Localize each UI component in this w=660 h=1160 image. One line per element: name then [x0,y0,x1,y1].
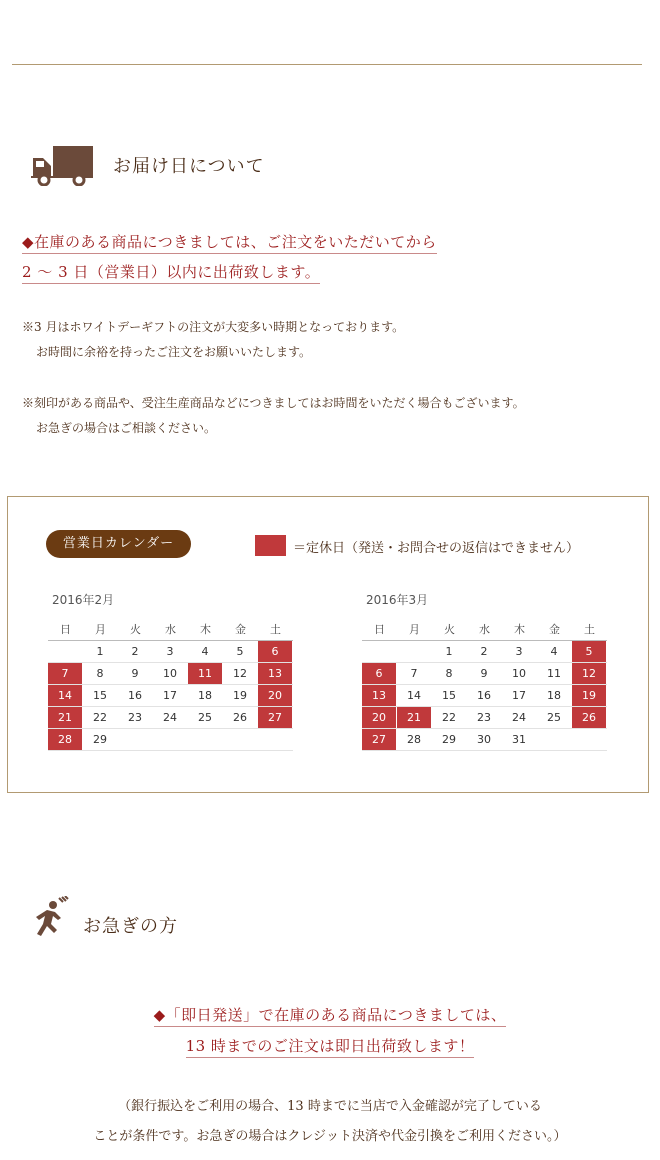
weekday-label: 火 [130,623,141,636]
calendar-day-holiday: 21 [397,707,432,728]
calendar-day-holiday: 11 [188,663,223,684]
calendar-day: 16 [128,689,142,702]
calendar-day: 3 [515,645,523,658]
calendar-day-holiday: 20 [362,707,397,728]
delivery-note2-line1: ※刻印がある商品や、受注生産商品などにつきましてはお時間をいただく場合もございます。 [22,396,525,410]
calendar-day: 4 [201,645,209,658]
calendar-day [397,641,432,662]
calendar-day-holiday: 19 [572,685,607,706]
weekday-label: 土 [270,623,281,636]
calendar-day [572,729,607,750]
calendar-day: 22 [442,711,456,724]
calendar-day: 30 [477,733,491,746]
calendar-day: 9 [480,667,488,680]
calendar-day: 19 [233,689,247,702]
urgent-note-line2: ことが条件です。お急ぎの場合はクレジット決済や代金引換をご利用ください。） [93,1129,567,1144]
calendar-day-holiday: 28 [48,729,83,750]
business-calendar-badge: 営業日カレンダー [46,530,191,558]
weekday-label: 金 [235,623,246,636]
calendar-day: 1 [445,645,453,658]
calendar-day: 3 [166,645,174,658]
calendar-day-holiday: 21 [48,707,83,728]
calendar-day: 8 [445,667,453,680]
calendar-day [188,729,223,750]
calendar-day: 31 [512,733,526,746]
calendar-day: 1 [96,645,104,658]
calendar-day [537,729,572,750]
calendar-week-row [362,663,607,685]
calendar-week-row [48,641,293,663]
calendar-march [362,620,607,751]
calendar-day: 2 [131,645,139,658]
calendar-week-row [48,685,293,707]
calendar-month-title: 2016年2月 [52,593,115,607]
calendar-day: 11 [547,667,561,680]
weekday-label: 土 [584,623,595,636]
delivery-section-title: お届け日について [113,156,265,177]
calendar-day: 17 [512,689,526,702]
weekday-label: 月 [95,623,106,636]
calendar-day-holiday: 26 [572,707,607,728]
calendar-day: 22 [93,711,107,724]
delivery-lead-line1: ◆在庫のある商品につきましては、ご注文をいただいてから [22,232,437,254]
weekday-label: 火 [444,623,455,636]
calendar-day [153,729,188,750]
calendar-day: 25 [198,711,212,724]
calendar-week-row [362,685,607,707]
calendar-week-row [48,729,293,751]
calendar-month-title: 2016年3月 [366,593,429,607]
calendar-day-holiday: 27 [362,729,397,750]
weekday-label: 木 [514,623,525,636]
calendar-day-holiday: 13 [258,663,293,684]
calendar-day-holiday: 12 [572,663,607,684]
urgent-section-title: お急ぎの方 [83,916,178,937]
calendar-day: 29 [442,733,456,746]
weekday-label: 日 [60,623,71,636]
calendar-day: 25 [547,711,561,724]
calendar-day-holiday: 20 [258,685,293,706]
holiday-legend-swatch [255,535,286,556]
truck-icon [31,146,93,186]
calendar-week-row [362,641,607,663]
calendar-day: 14 [407,689,421,702]
calendar-day: 12 [233,667,247,680]
weekday-label: 月 [409,623,420,636]
delivery-note2-line2: お急ぎの場合はご相談ください。 [36,421,217,435]
delivery-lead-line2: 2 ～ 3 日（営業日）以内に出荷致します。 [22,262,320,284]
weekday-label: 水 [479,623,490,636]
calendar-day-holiday: 5 [572,641,607,662]
weekday-label: 水 [165,623,176,636]
calendar-day: 24 [163,711,177,724]
calendar-day [223,729,258,750]
calendar-day: 15 [93,689,107,702]
calendar-day [48,641,83,662]
calendar-day: 17 [163,689,177,702]
weekday-label: 金 [549,623,560,636]
calendar-day: 4 [550,645,558,658]
calendar-day: 9 [131,667,139,680]
calendar-day: 23 [477,711,491,724]
calendar-day: 18 [547,689,561,702]
urgent-note-line1: （銀行振込をご利用の場合、13 時までに当店で入金確認が完了している [118,1099,542,1114]
calendar-day-holiday: 14 [48,685,83,706]
calendar-day [258,729,293,750]
calendar-day-holiday: 13 [362,685,397,706]
calendar-day-holiday: 27 [258,707,293,728]
calendar-day: 29 [93,733,107,746]
calendar-day: 5 [236,645,244,658]
calendar-day: 15 [442,689,456,702]
calendar-day: 10 [163,667,177,680]
delivery-note1-line2: お時間に余裕を持ったご注文をお願いいたします。 [36,345,312,359]
calendar-day: 18 [198,689,212,702]
holiday-legend-text: ＝定休日（発送・お問合せの返信はできません） [293,541,580,556]
calendar-day-holiday: 7 [48,663,83,684]
calendar-week-row [48,663,293,685]
calendar-week-row [48,707,293,729]
running-person-icon [33,896,69,938]
calendar-day: 2 [480,645,488,658]
calendar-day: 23 [128,711,142,724]
calendar-day: 24 [512,711,526,724]
weekday-label: 木 [200,623,211,636]
calendar-day-holiday: 6 [362,663,397,684]
calendar-day [362,641,397,662]
calendar-day: 7 [410,667,418,680]
calendar-day: 10 [512,667,526,680]
calendar-day: 16 [477,689,491,702]
calendar-day-holiday: 6 [258,641,293,662]
calendar-february [48,620,293,751]
calendar-weekday-header [48,620,293,641]
urgent-lead-line1: ◆「即日発送」で在庫のある商品につきましては、 [0,1004,660,1025]
calendar-week-row [362,707,607,729]
calendar-day: 26 [233,711,247,724]
calendar-week-row [362,729,607,751]
calendar-day: 28 [407,733,421,746]
top-divider [12,64,642,65]
urgent-lead-line2: 13 時までのご注文は即日出荷致します！ [0,1035,660,1056]
calendar-weekday-header [362,620,607,641]
calendar-day [118,729,153,750]
delivery-note1-line1: ※3 月はホワイトデーギフトの注文が大変多い時期となっております。 [22,320,405,334]
calendar-day: 8 [96,667,104,680]
weekday-label: 日 [374,623,385,636]
